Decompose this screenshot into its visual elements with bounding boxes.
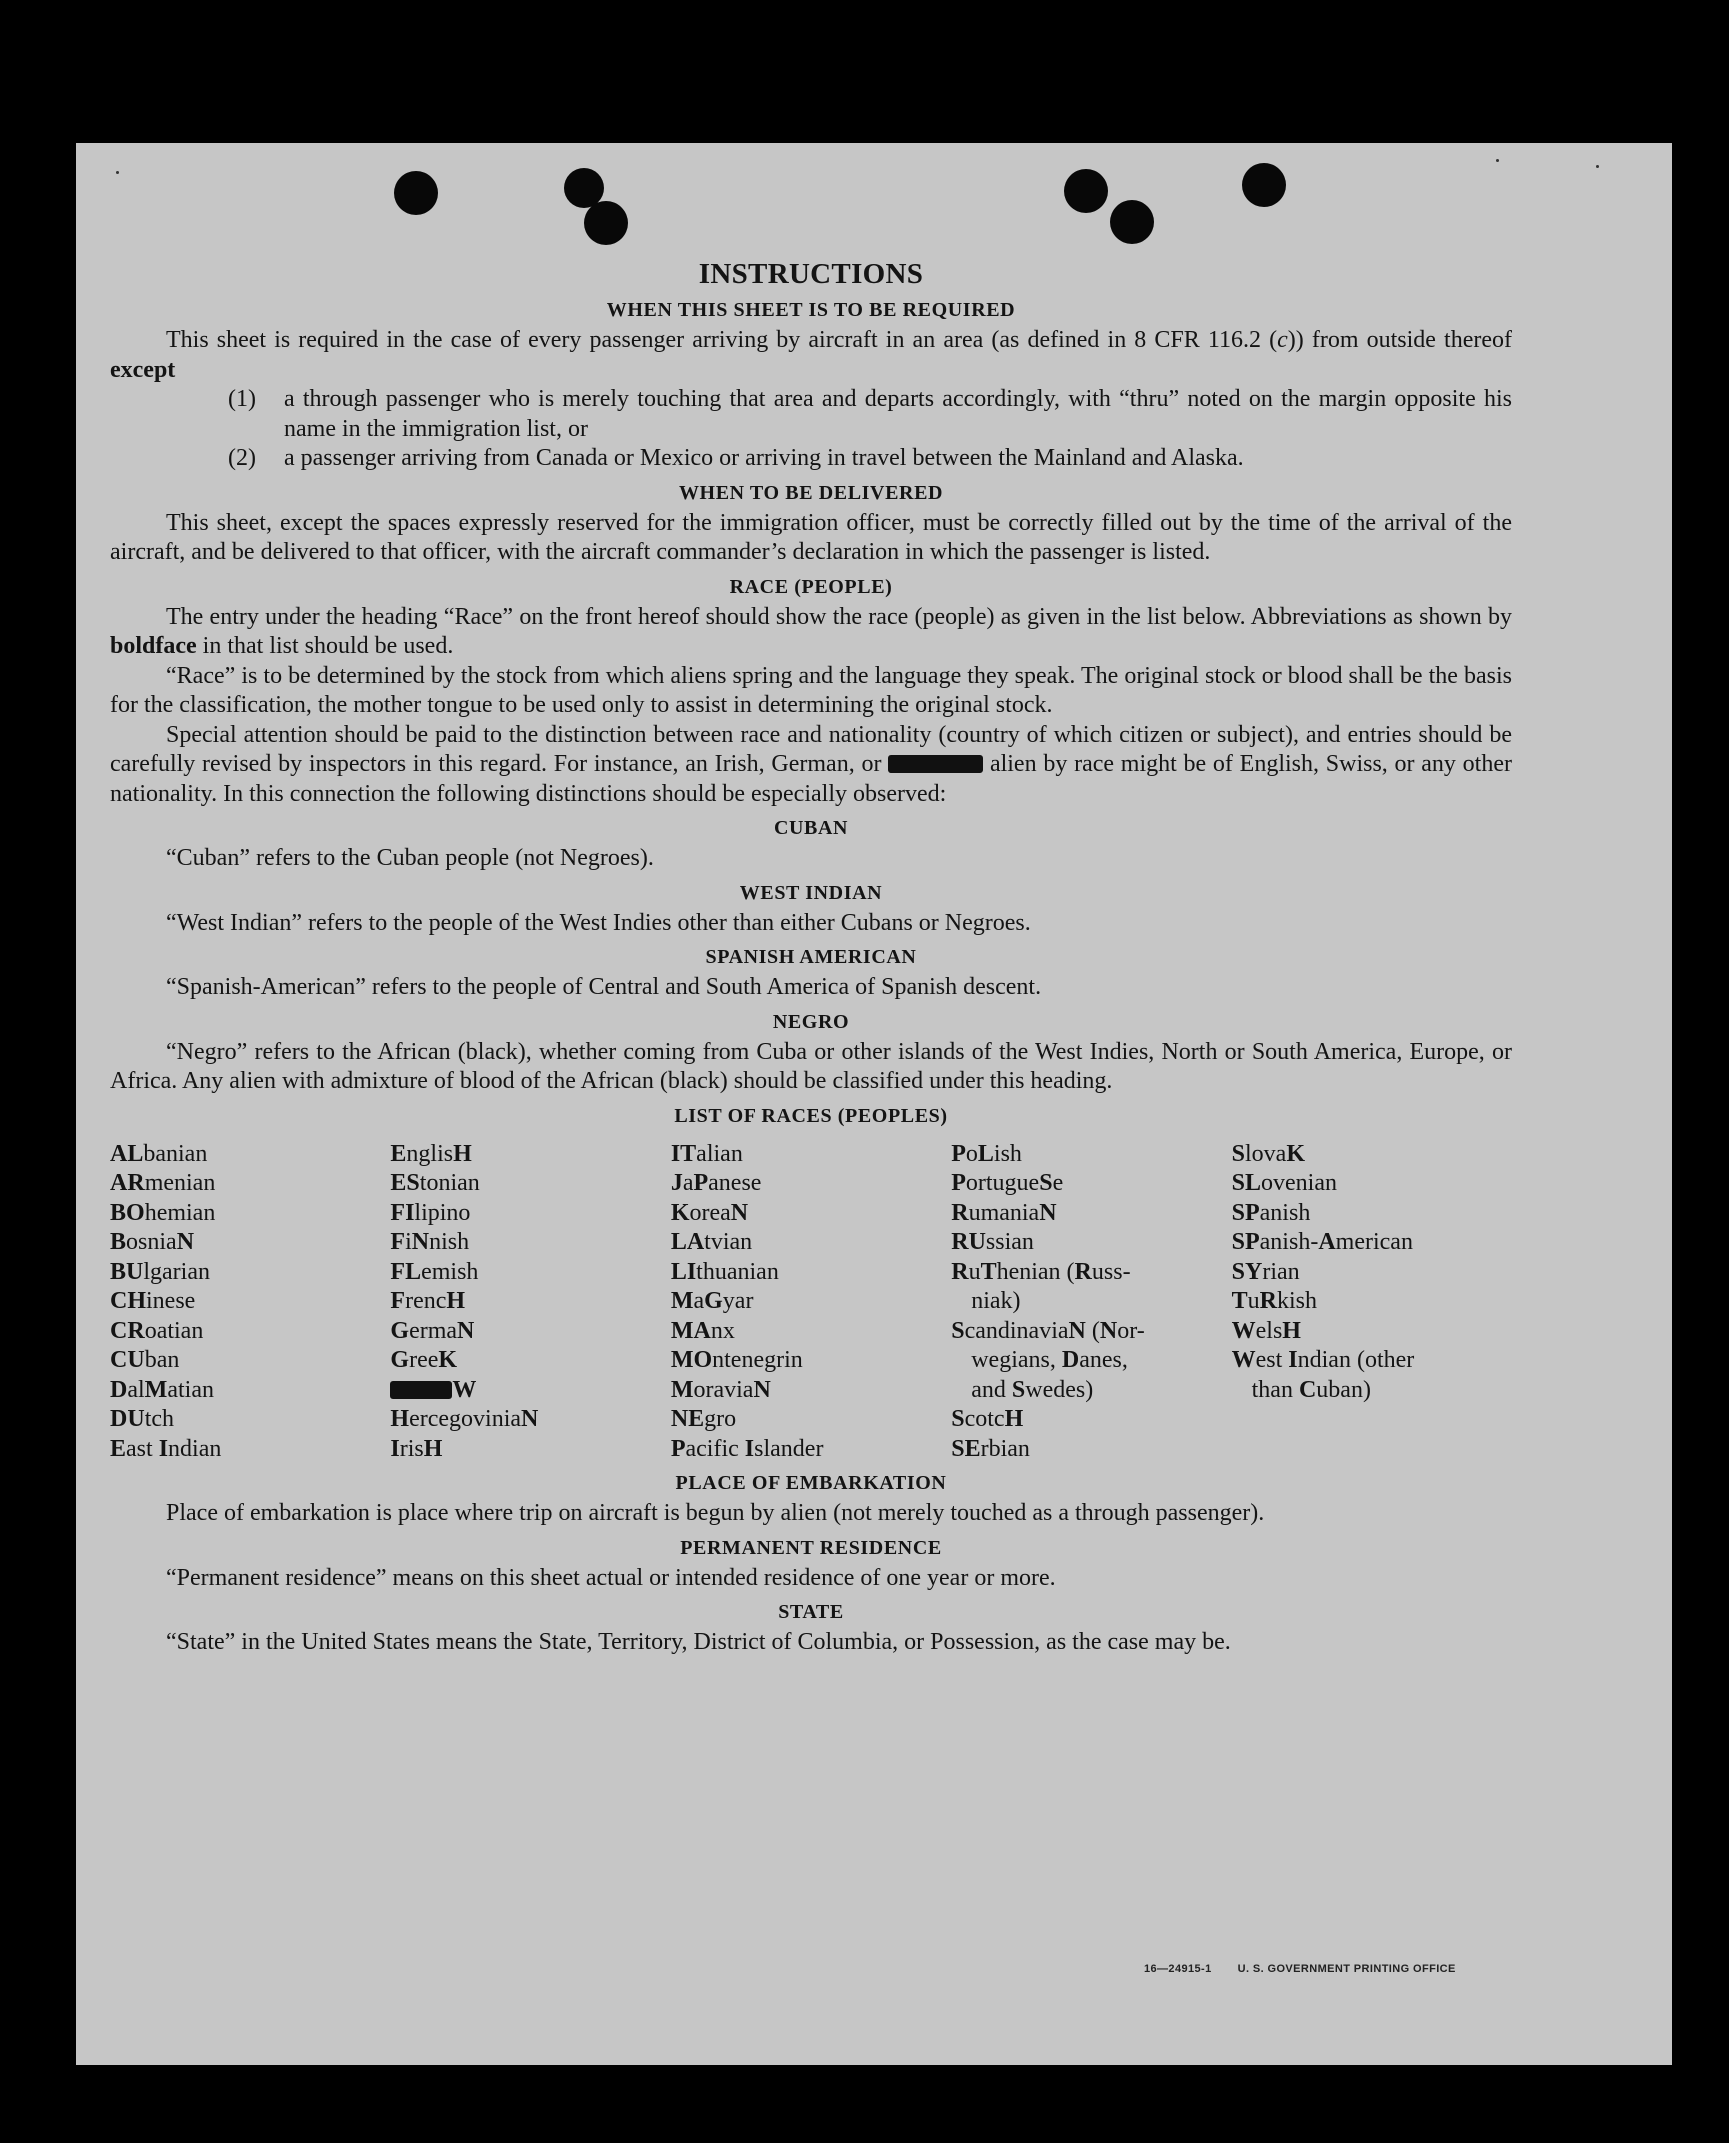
race-entry: LAtvian: [670, 1229, 753, 1255]
race-entry: SPanish-American: [1231, 1229, 1413, 1255]
race-entry: RUssian: [951, 1229, 1034, 1255]
race-paragraph-2: “Race” is to be determined by the stock from which aliens spring and the language they speak. The original stock or blood shall be the basis for the classification, the mother tongue to be used only to assist in determining the original stock.: [110, 662, 1512, 718]
race-entry: EStonian: [390, 1170, 480, 1196]
race-entry: BosniaN: [110, 1229, 195, 1255]
race-entry: SlovaK: [1231, 1140, 1305, 1167]
race-p3-a: Special attention should be paid to the distinction between race and nationality (country of which citizen or subject), and entries should be carefully revised by inspectors in this regard. For instance, an Irish, German, or: [110, 721, 1512, 777]
punch-hole: [1110, 200, 1154, 244]
race-entry: SPanish: [1231, 1199, 1311, 1226]
race-entry: GermaN: [390, 1317, 475, 1344]
form-number: 16—24915-1: [1144, 1963, 1212, 1975]
paper-speck: [116, 171, 119, 174]
race-entry: ScotcH: [951, 1406, 1024, 1432]
race-entry-redacted: [390, 1376, 670, 1406]
print-footer: [1144, 1963, 1482, 1975]
race-entry: West Indian (other: [1231, 1347, 1415, 1373]
heading-state: STATE: [778, 1601, 844, 1623]
race-entry: LIthuanian: [670, 1258, 779, 1285]
race-column: [390, 1140, 670, 1465]
punch-hole: [394, 171, 438, 215]
race-entry: FiNnish: [390, 1229, 470, 1255]
race-paragraph-1: [110, 603, 1512, 662]
residence-text: “Permanent residence” means on this sheet actual or intended residence of one year or more.: [166, 1564, 1056, 1591]
required-intro-b: )) from outside thereof: [1287, 327, 1512, 353]
race-entry: GreeK: [390, 1347, 458, 1373]
exception-item: [110, 385, 1512, 444]
race-entry: PoLish: [951, 1140, 1022, 1167]
redacted-suffix: W: [452, 1376, 477, 1403]
redaction-mark: [888, 755, 983, 773]
race-paragraph-3: [110, 721, 1512, 810]
race-entry: EnglisH: [390, 1140, 472, 1167]
race-p1-bold: boldface: [110, 633, 197, 659]
race-entry: HercegoviniaN: [390, 1406, 539, 1432]
race-entry: East Indian: [110, 1435, 222, 1462]
exception-item: [110, 444, 1512, 474]
race-entry: DUtch: [110, 1406, 175, 1432]
required-intro-except: except: [110, 356, 176, 383]
paper-speck: [1596, 165, 1599, 168]
heading-list-of-races: LIST OF RACES (PEOPLES): [674, 1104, 948, 1127]
race-entry: SLovenian: [1231, 1170, 1337, 1196]
document-sheet: [76, 143, 1672, 2065]
heading-spanish-american: SPANISH AMERICAN: [705, 946, 917, 968]
required-intro: [110, 326, 1512, 385]
race-entry: MOntenegrin: [670, 1347, 803, 1373]
race-entry: MoraviaN: [670, 1376, 771, 1403]
heading-west-indian: WEST INDIAN: [739, 881, 883, 904]
negro-text: “Negro” refers to the African (black), whether coming from Cuba or other islands of the West Indies, North or South America, Europe, or Africa. Any alien with admixture of blood of the African (black) should be classified under this heading.: [110, 1038, 1512, 1094]
heading-delivered: WHEN TO BE DELIVERED: [678, 481, 944, 504]
race-entry: ALbanian: [110, 1140, 208, 1167]
race-entry: FIlipino: [390, 1199, 471, 1226]
race-entry: Pacific Islander: [670, 1435, 824, 1462]
instructions-content: [110, 258, 1512, 1658]
race-entry: ITalian: [670, 1140, 743, 1167]
page-title: INSTRUCTIONS: [698, 258, 924, 290]
race-entry: niak): [971, 1288, 1021, 1314]
race-entry: TuRkish: [1231, 1288, 1317, 1314]
race-entry: CRoatian: [110, 1317, 204, 1344]
race-p1-b: in that list should be used.: [196, 633, 454, 659]
west-indian-text: “West Indian” refers to the people of the West Indies other than either Cubans or Negroes.: [166, 909, 1031, 936]
race-entry: WelsH: [1231, 1317, 1301, 1344]
exception-number: (1): [228, 386, 256, 412]
embarkation-text: Place of embarkation is place where trip on aircraft is begun by alien (not merely touched as a through passenger).: [166, 1500, 1265, 1526]
paper-speck: [1496, 159, 1499, 162]
race-p3-b: alien by race might be of English, Swiss, or any other nationality. In this connection the following distinctions should be especially observed:: [110, 751, 1512, 807]
race-column: [671, 1140, 951, 1465]
race-entry: RuThenian (Russ-: [951, 1258, 1131, 1285]
heading-race: RACE (PEOPLE): [729, 575, 893, 598]
heading-cuban: CUBAN: [773, 817, 849, 839]
race-entry: ScandinaviaN (Nor-: [951, 1317, 1145, 1344]
race-entry: SYrian: [1231, 1258, 1300, 1285]
redaction-mark: [390, 1381, 452, 1399]
race-p1-a: The entry under the heading “Race” on the front hereof should show the race (people) as given in the list below. Abbreviations as shown by: [166, 603, 1512, 630]
race-column: [951, 1140, 1231, 1465]
delivered-text: This sheet, except the spaces expressly reserved for the immigration officer, must be correctly filled out by the time of the arrival of the aircraft, and be delivered to that officer, with the aircraft commander’s declaration in which the passenger is listed.: [110, 509, 1512, 565]
punch-hole: [584, 201, 628, 245]
race-column: [1232, 1140, 1512, 1465]
race-column: [110, 1140, 390, 1465]
race-entry: than Cuban): [1251, 1376, 1371, 1403]
race-entry: BOhemian: [110, 1199, 216, 1226]
race-entry: SErbian: [951, 1435, 1030, 1462]
required-intro-a: This sheet is required in the case of every passenger arriving by aircraft in an area (as defined in 8 CFR 116.2 (: [166, 327, 1278, 353]
race-entry: and Swedes): [971, 1376, 1094, 1403]
race-list: [110, 1140, 1512, 1465]
cuban-text: “Cuban” refers to the Cuban people (not Negroes).: [166, 845, 654, 871]
heading-residence: PERMANENT RESIDENCE: [680, 1536, 942, 1559]
heading-embarkation: PLACE OF EMBARKATION: [675, 1472, 947, 1494]
race-entry: wegians, Danes,: [971, 1347, 1128, 1373]
race-entry: PortugueSe: [951, 1170, 1064, 1196]
printer-name: U. S. GOVERNMENT PRINTING OFFICE: [1237, 1963, 1456, 1975]
race-entry: BUlgarian: [110, 1258, 210, 1285]
required-intro-c: c: [1277, 327, 1288, 353]
race-entry: CUban: [110, 1347, 180, 1373]
state-text: “State” in the United States means the State, Territory, District of Columbia, or Possession, as the case may be.: [166, 1629, 1231, 1655]
exception-text: a passenger arriving from Canada or Mexico or arriving in travel between the Mainland and Alaska.: [284, 445, 1244, 471]
race-entry: JaPanese: [670, 1170, 762, 1196]
race-entry: MaGyar: [670, 1288, 754, 1314]
heading-required: WHEN THIS SHEET IS TO BE REQUIRED: [606, 299, 1016, 321]
race-entry: FLemish: [390, 1258, 479, 1285]
race-entry: NEgro: [670, 1406, 737, 1432]
race-entry: CHinese: [110, 1288, 196, 1314]
race-entry: ARmenian: [110, 1170, 216, 1196]
race-entry: IrisH: [390, 1435, 443, 1462]
punch-hole: [1242, 163, 1286, 207]
race-entry: FrencH: [390, 1288, 466, 1314]
punch-hole: [1064, 169, 1108, 213]
race-entry: RumaniaN: [951, 1199, 1057, 1226]
race-entry: DalMatian: [110, 1376, 214, 1403]
race-entry: KoreaN: [670, 1199, 749, 1226]
heading-negro: NEGRO: [772, 1010, 850, 1033]
spanish-american-text: “Spanish-American” refers to the people of Central and South America of Spanish descent.: [166, 974, 1042, 1000]
exception-text: a through passenger who is merely touching that area and departs accordingly, with “thru” noted on the margin opposite his name in the immigration list, or: [284, 386, 1512, 442]
race-entry: MAnx: [670, 1317, 735, 1344]
exception-number: (2): [228, 445, 256, 471]
